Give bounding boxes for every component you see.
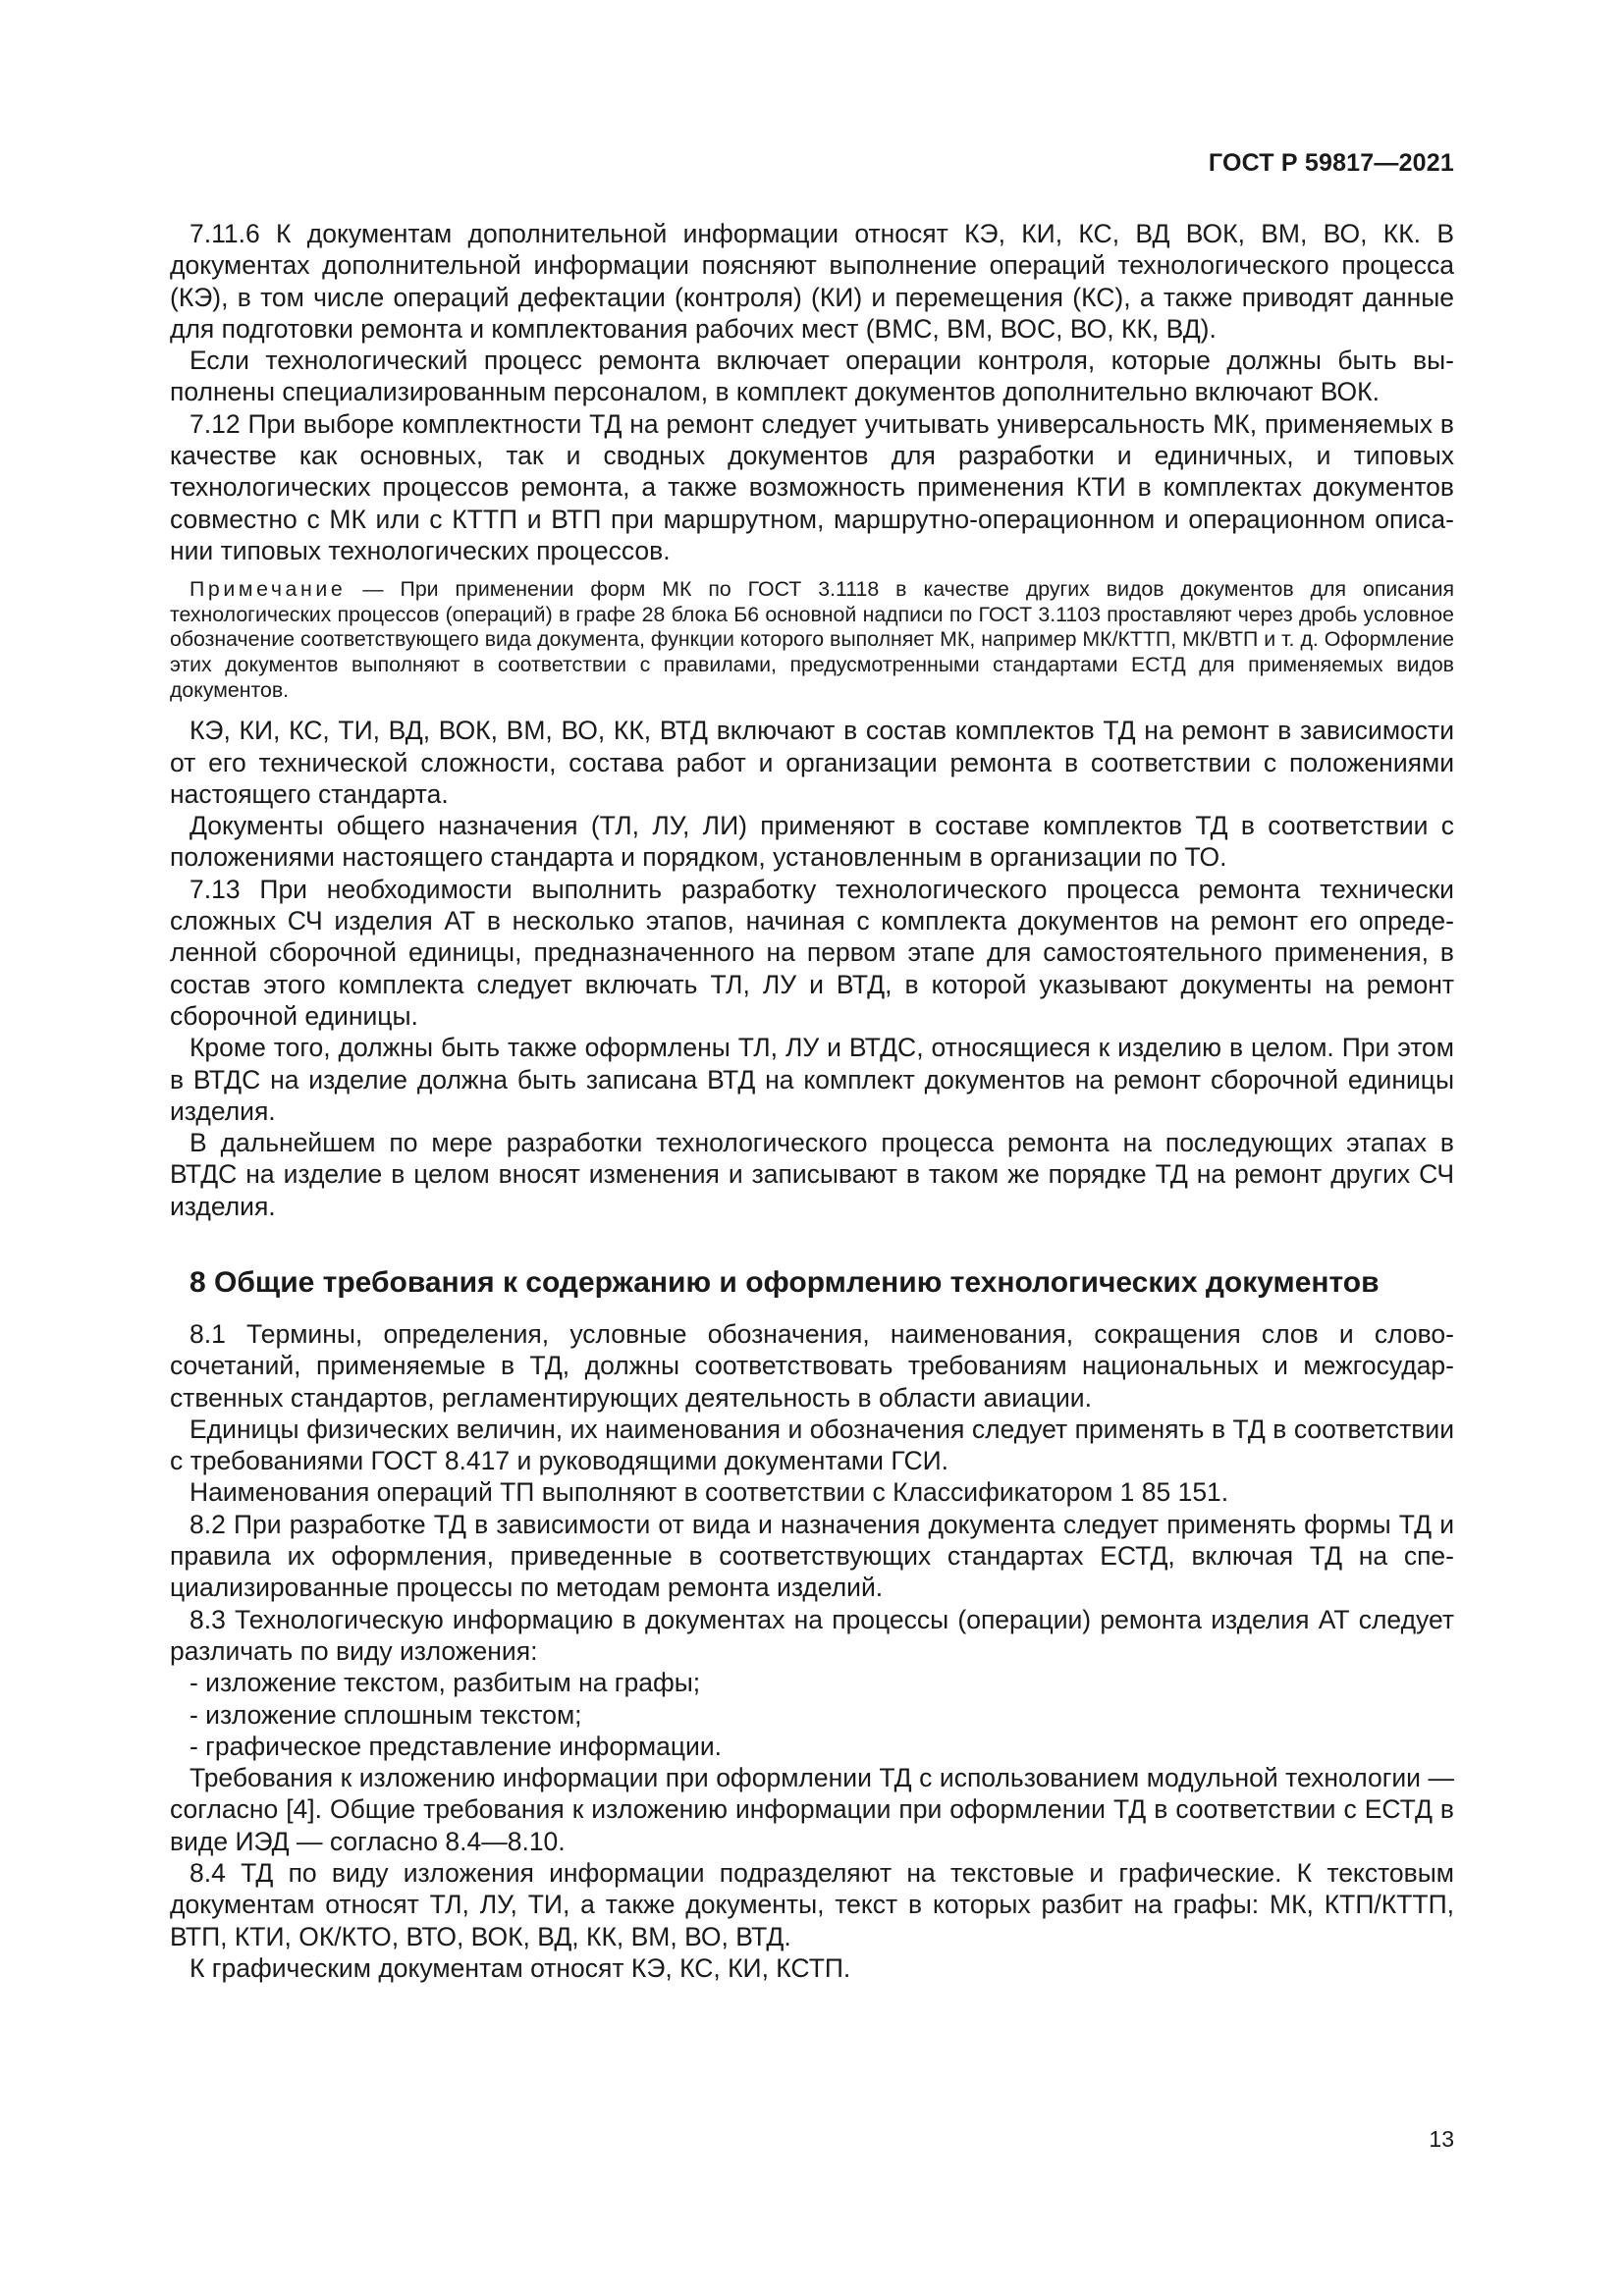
list-item: - изложение текстом, разбитым на графы; xyxy=(189,1668,701,1698)
page-number: 13 xyxy=(1429,2126,1454,2152)
list-item: - изложение сплошным текстом; xyxy=(189,1699,582,1730)
note-label: Примечание xyxy=(189,577,347,602)
paragraph-7-13: 7.13 При необходимости выполнить разработку технологического процесса ремонта технически сложных СЧ изделия АТ в несколько этапов, начиная с комплекта документов на ремонт его определенной сборочной единицы, предназначенного на первом этапе для самостоятельного применения, в состав этого комплекта следует включать ТЛ, ЛУ и ВТД, в которой указывают документы на ремонт сборочной единицы. xyxy=(170,874,1454,1031)
paragraph-7-12: 7.12 При выборе комплектности ТД на ремонт следует учитывать универсальность МК, применяемых в качестве как основных, так и сводных документов для разработки и единичных, и типовых технологических процессов ремонта, а также возможность применения КТИ в комплектах документов совместно с МК или с КТТП и ВТП при маршрутном, маршрутно-операционном и операционном описании типовых технологических процессов. xyxy=(170,408,1454,565)
paragraph: Единицы физических величин, их наименования и обозначения следует применять в ТД в соответствии с требованиями ГОСТ 8.417 и руководящими документами ГСИ. xyxy=(170,1414,1454,1476)
page-content xyxy=(170,218,1454,1984)
paragraph: Документы общего назначения (ТЛ, ЛУ, ЛИ) применяют в составе комплектов ТД в соответствии с положениями настоящего стандарта и порядком, установленным в организации по ТО. xyxy=(170,811,1454,873)
paragraph: В дальнейшем по мере разработки технологического процесса ремонта на последующих этапах в ВТДС на изделие в целом вносят изменения и записывают в таком же порядке ТД на ремонт других СЧ изделия. xyxy=(170,1128,1454,1221)
section-8-heading: 8 Общие требования к содержанию и оформлению технологических документов xyxy=(189,1265,1380,1299)
note-text: — При применении форм МК по ГОСТ 3.1118 в качестве других видов документов для описания технологических процессов (операций) в графе 28 блока Б6 основной надписи по ГОСТ 3.1103 проставляют через дробь условное обозначение соответствующего вида документа, функции которого выполняет МК, например МК/КТТП, МК/ВТП и т. д. Оформление этих документов выполняют в соответствии с правилами, предусмотренными стандартами ЕСТД для применяемых видов документов. xyxy=(170,577,1454,702)
paragraph: Если технологический процесс ремонта включает операции контроля, которые должны быть выполнены специализированным персоналом, в комплект документов дополнительно включают ВОК. xyxy=(170,346,1454,407)
paragraph: Кроме того, должны быть также оформлены ТЛ, ЛУ и ВТДС, относящиеся к изделию в целом. При этом в ВТДС на изделие должна быть записана ВТД на комплект документов на ремонт сборочной единицы изделия. xyxy=(170,1033,1454,1126)
paragraph: К графическим документам относят КЭ, КС, КИ, КСТП. xyxy=(189,1952,851,1983)
paragraph: КЭ, КИ, КС, ТИ, ВД, ВОК, ВМ, ВО, КК, ВТД включают в состав комплектов ТД на ремонт в зависимости от его технической сложности, состава работ и организации ремонта в соответствии с положениями настоящего стандарта. xyxy=(170,716,1454,809)
paragraph-8-1: 8.1 Термины, определения, условные обозначения, наименования, сокращения слов и словосочетаний, применяемые в ТД, должны соответствовать требованиям национальных и межгосударственных стандартов, регламентирующих деятельность в области авиации. xyxy=(170,1318,1454,1413)
standard-number: ГОСТ Р 59817—2021 xyxy=(1208,149,1454,177)
list-item: - графическое представление информации. xyxy=(189,1731,723,1761)
note xyxy=(170,577,1454,703)
paragraph-8-2: 8.2 При разработке ТД в зависимости от вида и назначения документа следует применять формы ТД и правила их оформления, приведенные в соответствующих стандартах ЕСТД, включая ТД на специализированные процессы по методам ремонта изделий. xyxy=(170,1509,1454,1603)
paragraph: Требования к изложению информации при оформлении ТД с использованием модульной технологии — согласно [4]. Общие требования к изложению информации при оформлении ТД в соответствии с ЕСТД в виде ИЭД — согласно 8.4—8.10. xyxy=(170,1763,1454,1856)
paragraph-8-3: 8.3 Технологическую информацию в документах на процессы (операции) ремонта изделия АТ следует различать по виду изложения: xyxy=(170,1604,1454,1666)
paragraph: Наименования операций ТП выполняют в соответствии с Классификатором 1 85 151. xyxy=(189,1477,1229,1508)
paragraph-8-4: 8.4 ТД по виду изложения информации подразделяют на текстовые и графические. К текстовым документам относят ТЛ, ЛУ, ТИ, а также документы, текст в которых разбит на графы: МК, КТП/КТТП, ВТП, КТИ, ОК/КТО, ВТО, ВОК, ВД, КК, ВМ, ВО, ВТД. xyxy=(170,1858,1454,1951)
paragraph-7-11-6: 7.11.6 К документам дополнительной информации относят КЭ, КИ, КС, ВД ВОК, ВМ, ВО, КК. В документах дополнительной информации поясняют выполнение операций технологического процесса (КЭ), в том числе операций дефектации (контроля) (КИ) и перемещения (КС), а также приводят данные для подготовки ремонта и комплектования рабочих мест (ВМС, ВМ, ВОС, ВО, КК, ВД). xyxy=(170,219,1454,344)
